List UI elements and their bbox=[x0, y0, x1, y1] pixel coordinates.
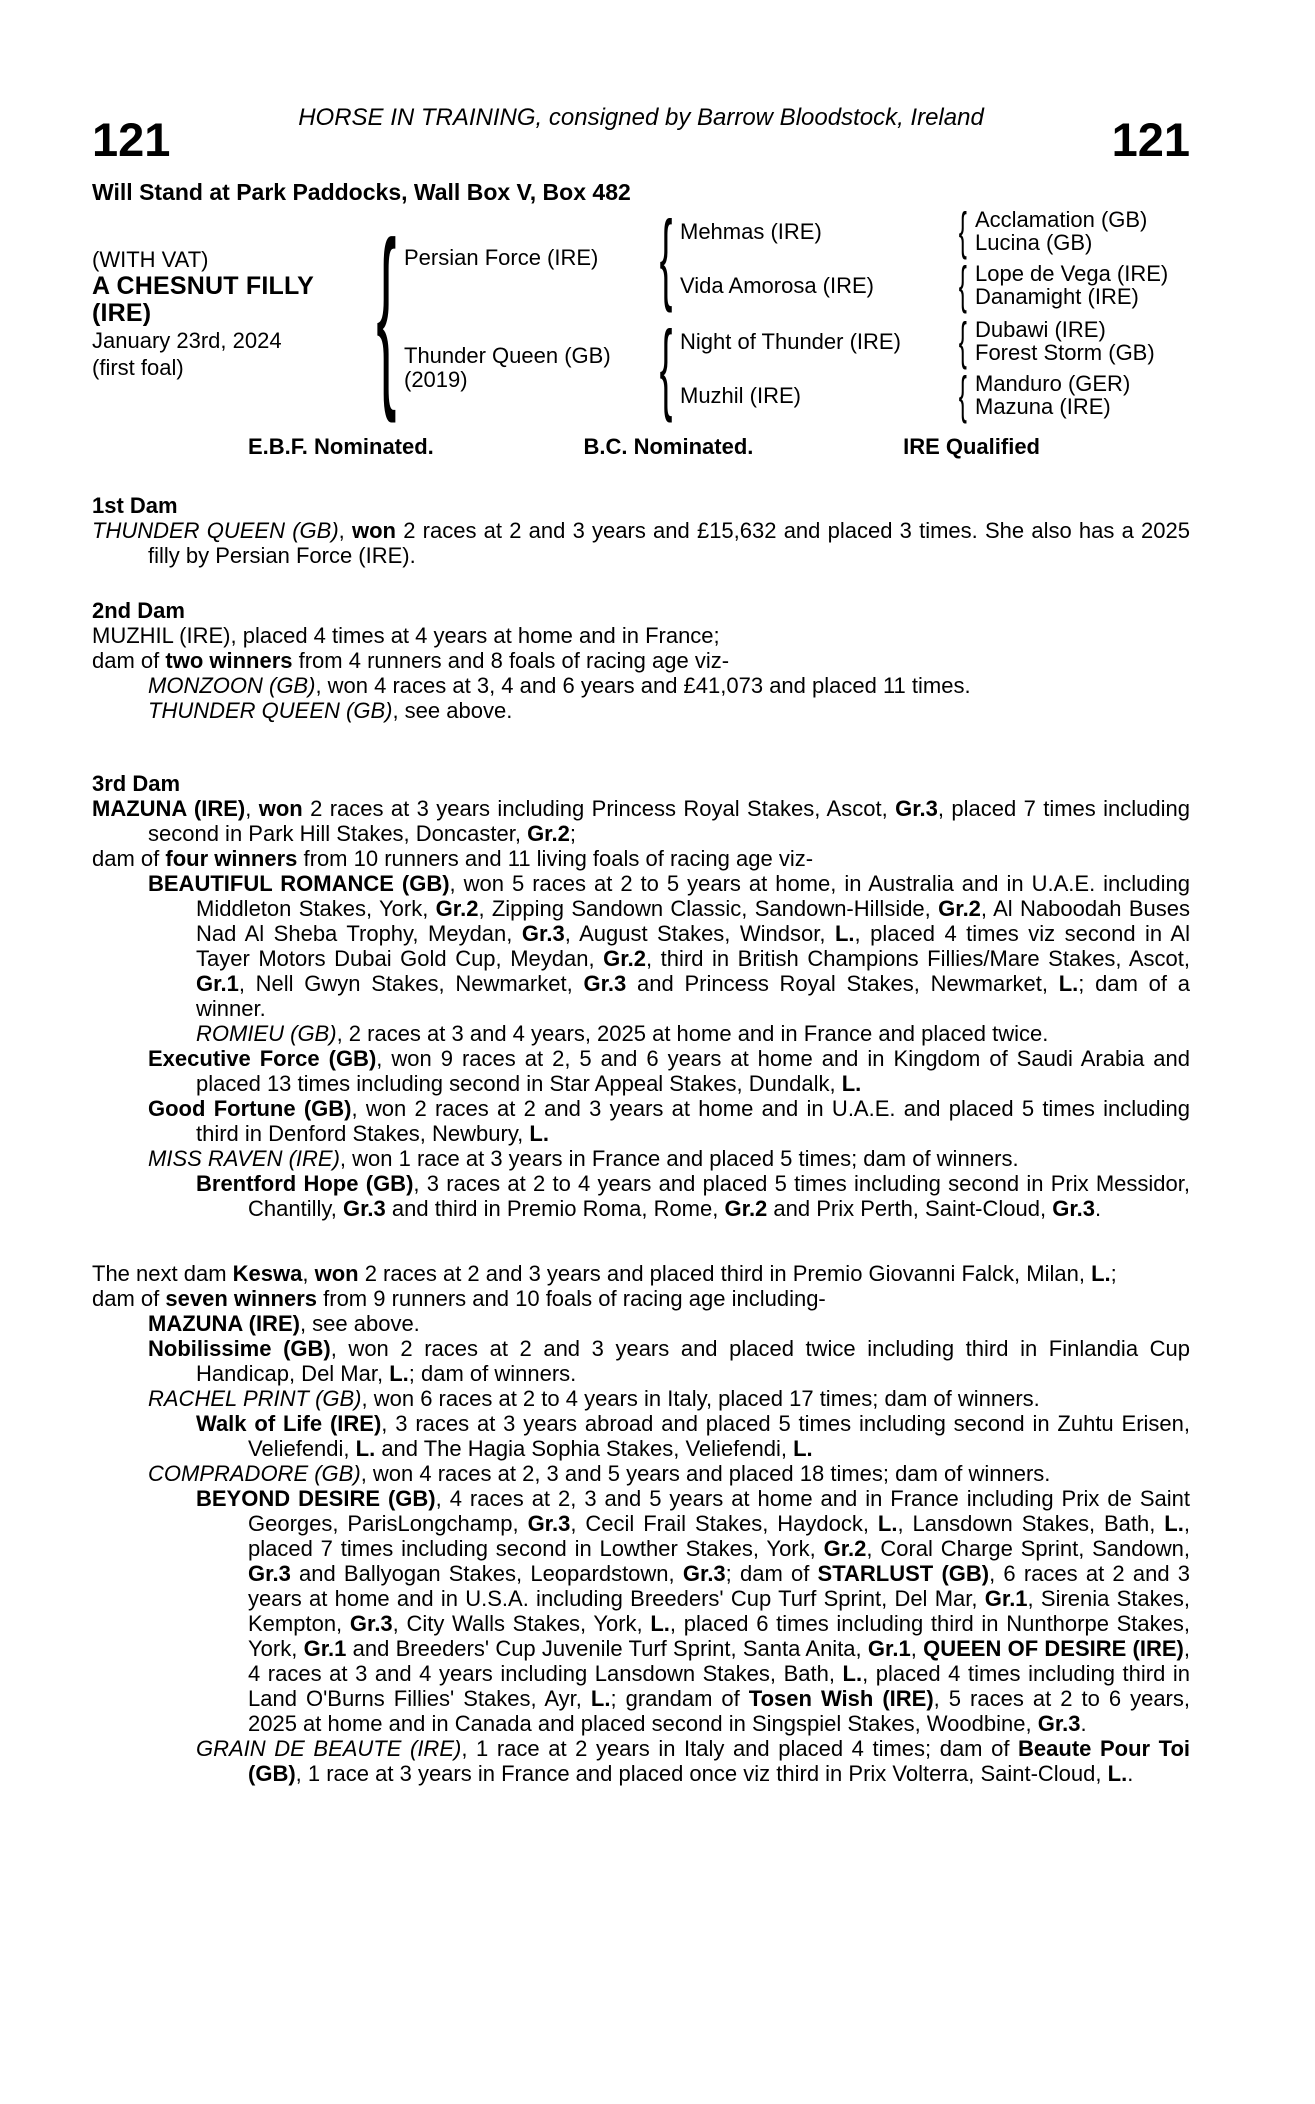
lot-number-left: 121 bbox=[92, 113, 171, 166]
pedigree-paragraph: dam of two winners from 4 runners and 8 foals of racing age viz- bbox=[92, 648, 730, 673]
sire-name: Persian Force (IRE) bbox=[404, 245, 599, 270]
pedigree-brace-sire bbox=[653, 215, 680, 301]
pedigree-paragraph: ROMIEU (GB), 2 races at 3 and 4 years, 2025 at home and in France and placed twice. bbox=[196, 1021, 1049, 1046]
pedigree-paragraph: Nobilissime (GB), won 2 races at 2 and 3 years and placed twice including third in Finlandia Cup Handicap, Del Mar, L.; dam of winners. bbox=[148, 1336, 1190, 1386]
pedigree-paragraph: The next dam Keswa, won 2 races at 2 and 3 years and placed third in Premio Giovanni Falck, Milan, L.; bbox=[92, 1261, 1117, 1286]
sire-dam-name: Vida Amorosa (IRE) bbox=[680, 272, 875, 298]
sire-dam-dam-name: Danamight (IRE) bbox=[975, 284, 1139, 309]
pedigree-paragraph: GRAIN DE BEAUTE (IRE), 1 race at 2 years in Italy and placed 4 times; dam of Beaute Pour Toi (GB), 1 race at 3 years in France and placed once viz third in Prix Volterra, Saint-Cloud, L.. bbox=[196, 1736, 1191, 1786]
dam-sire-row bbox=[680, 318, 1155, 364]
pedigree-paragraph: COMPRADORE (GB), won 4 races at 2, 3 and 5 years and placed 18 times; dam of winners. bbox=[148, 1461, 1051, 1486]
pedigree-paragraph: Brentford Hope (GB), 3 races at 2 to 4 years and placed 5 times including second in Prix Messidor, Chantilly, Gr.3 and third in Premio Roma, Rome, Gr.2 and Prix Perth, Saint-Cloud, Gr.3. bbox=[196, 1171, 1190, 1221]
lot-suffix: (IRE) bbox=[92, 299, 152, 327]
pedigree-paragraph: BEYOND DESIRE (GB), 4 races at 2, 3 and 5 years at home and in France including Prix de Saint Georges, ParisLongchamp, Gr.3, Cecil Frail Stakes, Haydock, L., Lansdown Stakes, Bath, L., placed 7 times including second in Lowther Stakes, York, Gr.2, Coral Charge Sprint, Sandown, Gr.3 and Ballyogan Stakes, Leopardstown, Gr.3; dam of STARLUST (GB), 6 races at 2 and 3 years at home and in U.S.A. including Breeders' Cup Turf Sprint, Del Mar, Gr.1, Sirenia Stakes, Kempton, Gr.3, City Walls Stakes, York, L., placed 6 times including third in Nunthorpe Stakes, York, Gr.1 and Breeders' Cup Juvenile Turf Sprint, Santa Anita, Gr.1, QUEEN OF DESIRE (IRE), 4 races at 3 and 4 years including Lansdown Stakes, Bath, L., placed 4 times including third in Land O'Burns Fillies' Stakes, Ayr, L.; grandam of Tosen Wish (IRE), 5 races at 2 to 6 years, 2025 at home and in Canada and placed second in Singspiel Stakes, Woodbine, Gr.3. bbox=[196, 1486, 1191, 1736]
pedigree-brace-main bbox=[368, 208, 404, 418]
dam-dam-sire-name: Manduro (GER) bbox=[975, 371, 1131, 396]
sire-sire-row bbox=[680, 208, 1168, 254]
brace-icon bbox=[958, 318, 966, 365]
section-heading: 1st Dam bbox=[92, 493, 178, 518]
dam-dam-name: Muzhil (IRE) bbox=[680, 382, 802, 408]
sire-sire-sire-name: Acclamation (GB) bbox=[975, 207, 1148, 232]
pedigree-paragraph: dam of four winners from 10 runners and 11 living foals of racing age viz- bbox=[92, 846, 814, 871]
pedigree-paragraph: Good Fortune (GB), won 2 races at 2 and 3 years at home and in U.A.E. and placed 5 times including third in Denford Stakes, Newbury, L. bbox=[148, 1096, 1190, 1146]
lot-number-right: 121 bbox=[1111, 113, 1190, 166]
section-second-dam bbox=[92, 598, 1190, 723]
dam-dam-row bbox=[680, 372, 1155, 418]
pedigree-paragraph: MAZUNA (IRE), see above. bbox=[148, 1311, 420, 1336]
pedigree-brace-dam bbox=[653, 325, 680, 411]
pedigree-paragraph: THUNDER QUEEN (GB), won 2 races at 2 and 3 years and £15,632 and placed 3 times. She also has a 2025 filly by Persian Force (IRE). bbox=[92, 518, 1190, 568]
sire-sire-dam-name: Lucina (GB) bbox=[975, 230, 1093, 255]
pedigree-paragraph: Executive Force (GB), won 9 races at 2, 5 and 6 years at home and in Kingdom of Saudi Arabia and placed 13 times including second in Star Appeal Stakes, Dundalk, L. bbox=[148, 1046, 1191, 1096]
pedigree-paragraph: MAZUNA (IRE), won 2 races at 3 years including Princess Royal Stakes, Ascot, Gr.3, placed 7 times including second in Park Hill Stakes, Doncaster, Gr.2; bbox=[92, 796, 1190, 846]
ire-qualified-label: IRE Qualified bbox=[903, 434, 1040, 459]
brace-icon bbox=[958, 262, 966, 309]
ebf-nominated-label: E.B.F. Nominated. bbox=[248, 434, 434, 459]
stand-location: Will Stand at Park Paddocks, Wall Box V, Box 482 bbox=[92, 179, 631, 205]
vat-note: (WITH VAT) bbox=[92, 247, 209, 272]
pedigree-table bbox=[92, 208, 1190, 418]
pedigree-paragraph: dam of seven winners from 9 runners and 10 foals of racing age including- bbox=[92, 1286, 826, 1311]
pedigree-paragraph: MISS RAVEN (IRE), won 1 race at 3 years in France and placed 5 times; dam of winners. bbox=[148, 1146, 1019, 1171]
lot-details bbox=[92, 208, 368, 418]
brace-icon bbox=[660, 213, 673, 304]
pedigree-paragraph: MONZOON (GB), won 4 races at 3, 4 and 6 years and £41,073 and placed 11 times. bbox=[148, 673, 971, 698]
section-first-dam bbox=[92, 493, 1190, 568]
dam-dam-dam-name: Mazuna (IRE) bbox=[975, 394, 1111, 419]
section-heading: 3rd Dam bbox=[92, 771, 181, 796]
dam-name: Thunder Queen (GB) (2019) bbox=[404, 344, 653, 392]
nominations-row bbox=[92, 434, 1190, 459]
sire-dam-row bbox=[680, 262, 1168, 308]
catalogue-page bbox=[0, 104, 1315, 2104]
dam-row bbox=[404, 318, 1168, 418]
pedigree-paragraph: Walk of Life (IRE), 3 races at 3 years abroad and placed 5 times including second in Zuhtu Erisen, Veliefendi, L. and The Hagia Sophia Stakes, Veliefendi, L. bbox=[196, 1411, 1190, 1461]
pedigree-paragraph: MUZHIL (IRE), placed 4 times at 4 years at home and in France; bbox=[92, 623, 720, 648]
brace-icon bbox=[958, 208, 966, 255]
pedigree-generations bbox=[404, 208, 1168, 418]
dam-sire-name: Night of Thunder (IRE) bbox=[680, 328, 901, 354]
dam-sire-sire-name: Dubawi (IRE) bbox=[975, 317, 1106, 342]
sire-row bbox=[404, 208, 1168, 308]
pedigree-paragraph: BEAUTIFUL ROMANCE (GB), won 5 races at 2 to 5 years at home, in Australia and in U.A.E. including Middleton Stakes, York, Gr.2, Zipping Sandown Classic, Sandown-Hillside, Gr.2, Al Naboodah Buses Nad Al Sheba Trophy, Meydan, Gr.3, August Stakes, Windsor, L., placed 4 times viz second in Al Tayer Motors Dubai Gold Cup, Meydan, Gr.2, third in British Champions Fillies/Mare Stakes, Ascot, Gr.1, Nell Gwyn Stakes, Newmarket, Gr.3 and Princess Royal Stakes, Newmarket, L.; dam of a winner. bbox=[148, 871, 1191, 1021]
lot-name: A CHESNUT FILLY bbox=[92, 272, 314, 300]
brace-icon bbox=[958, 372, 966, 419]
bc-nominated-label: B.C. Nominated. bbox=[583, 434, 754, 459]
sire-dam-sire-name: Lope de Vega (IRE) bbox=[975, 261, 1169, 286]
consignor-title: HORSE IN TRAINING, consigned by Barrow Bloodstock, Ireland bbox=[298, 104, 984, 131]
section-heading: 2nd Dam bbox=[92, 598, 185, 623]
dam-sections bbox=[92, 493, 1190, 1786]
section-next-dam bbox=[92, 1261, 1190, 1786]
foal-date: January 23rd, 2024 bbox=[92, 328, 282, 353]
pedigree-paragraph: THUNDER QUEEN (GB), see above. bbox=[148, 698, 513, 723]
brace-icon bbox=[376, 223, 396, 403]
foal-note: (first foal) bbox=[92, 355, 184, 380]
pedigree-paragraph: RACHEL PRINT (GB), won 6 races at 2 to 4 years in Italy, placed 17 times; dam of winners. bbox=[148, 1386, 1040, 1411]
brace-icon bbox=[660, 323, 673, 414]
sire-sire-name: Mehmas (IRE) bbox=[680, 218, 822, 244]
section-third-dam bbox=[92, 771, 1190, 1221]
dam-sire-dam-name: Forest Storm (GB) bbox=[975, 340, 1155, 365]
dam-year: (2019) bbox=[404, 367, 468, 392]
page bbox=[0, 104, 1315, 2104]
